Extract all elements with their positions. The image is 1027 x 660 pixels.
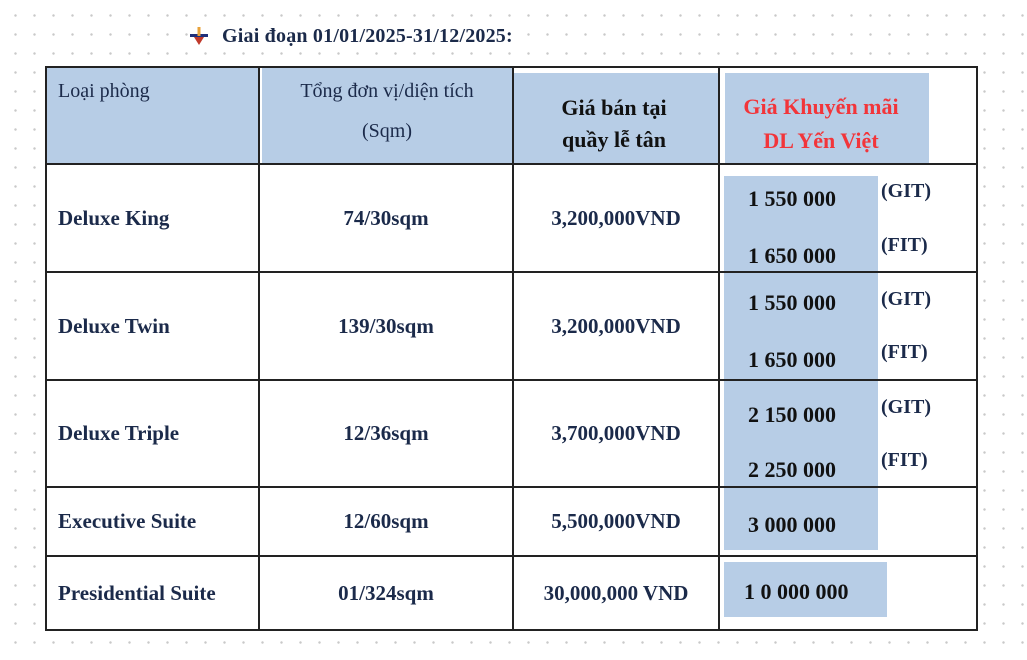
arrow-down-icon (188, 25, 210, 47)
promo-type-deluxe-twin-git: (GIT) (881, 288, 931, 310)
rack-rate-executive-suite: 5,500,000VND (551, 509, 681, 533)
units-area-deluxe-triple: 12/36sqm (343, 421, 429, 445)
header-units-area-line2: (Sqm) (362, 119, 412, 142)
units-area-presidential-suite: 01/324sqm (338, 580, 434, 605)
room-name-presidential-suite: Presidential Suite (58, 580, 216, 605)
header-promo-line2: DL Yến Việt (763, 128, 879, 153)
units-area-deluxe-twin: 139/30sqm (338, 313, 434, 338)
promo-type-deluxe-twin-fit: (FIT) (881, 341, 928, 363)
promo-price-deluxe-twin-git: 1 550 000 (748, 290, 836, 315)
rack-rate-presidential-suite: 30,000,000 VND (543, 580, 689, 605)
header-room-type: Loại phòng (58, 79, 150, 102)
period-heading (188, 22, 519, 50)
room-name-deluxe-triple: Deluxe Triple (58, 421, 180, 445)
units-area-executive-suite: 12/60sqm (343, 509, 429, 533)
rack-rate-deluxe-king: 3,200,000VND (551, 205, 681, 230)
room-name-deluxe-king: Deluxe King (58, 205, 170, 230)
promo-type-deluxe-triple-git: (GIT) (881, 396, 931, 418)
header-promo-line1: Giá Khuyến mãi (743, 94, 899, 119)
room-rate-table (45, 66, 978, 631)
promo-type-deluxe-king-fit: (FIT) (881, 234, 928, 256)
rack-rate-deluxe-triple: 3,700,000VND (551, 421, 681, 445)
rack-rate-deluxe-twin: 3,200,000VND (551, 313, 681, 338)
promo-price-executive-suite: 3 000 000 (748, 512, 836, 537)
divider-col-3 (718, 68, 720, 629)
room-name-executive-suite: Executive Suite (58, 509, 197, 533)
promo-price-presidential-suite: 1 0 000 000 (744, 579, 849, 604)
promo-price-deluxe-king-fit: 1 650 000 (748, 243, 836, 268)
room-name-deluxe-twin: Deluxe Twin (58, 313, 170, 338)
header-rack-rate-line1: Giá bán tại (561, 95, 667, 120)
header-units-area-line1: Tổng đơn vị/diện tích (300, 79, 474, 102)
header-rack-rate-line2: quầy lễ tân (562, 127, 666, 152)
promo-price-deluxe-twin-fit: 1 650 000 (748, 347, 836, 372)
promo-type-deluxe-triple-fit: (FIT) (881, 449, 928, 471)
promo-price-deluxe-king-git: 1 550 000 (748, 186, 836, 211)
units-area-deluxe-king: 74/30sqm (343, 205, 429, 230)
promo-price-deluxe-triple-git: 2 150 000 (748, 402, 836, 427)
period-title: Giai đoạn 01/01/2025-31/12/2025: (222, 24, 513, 47)
promo-type-deluxe-king-git: (GIT) (881, 180, 931, 202)
promo-price-deluxe-triple-fit: 2 250 000 (748, 457, 836, 482)
